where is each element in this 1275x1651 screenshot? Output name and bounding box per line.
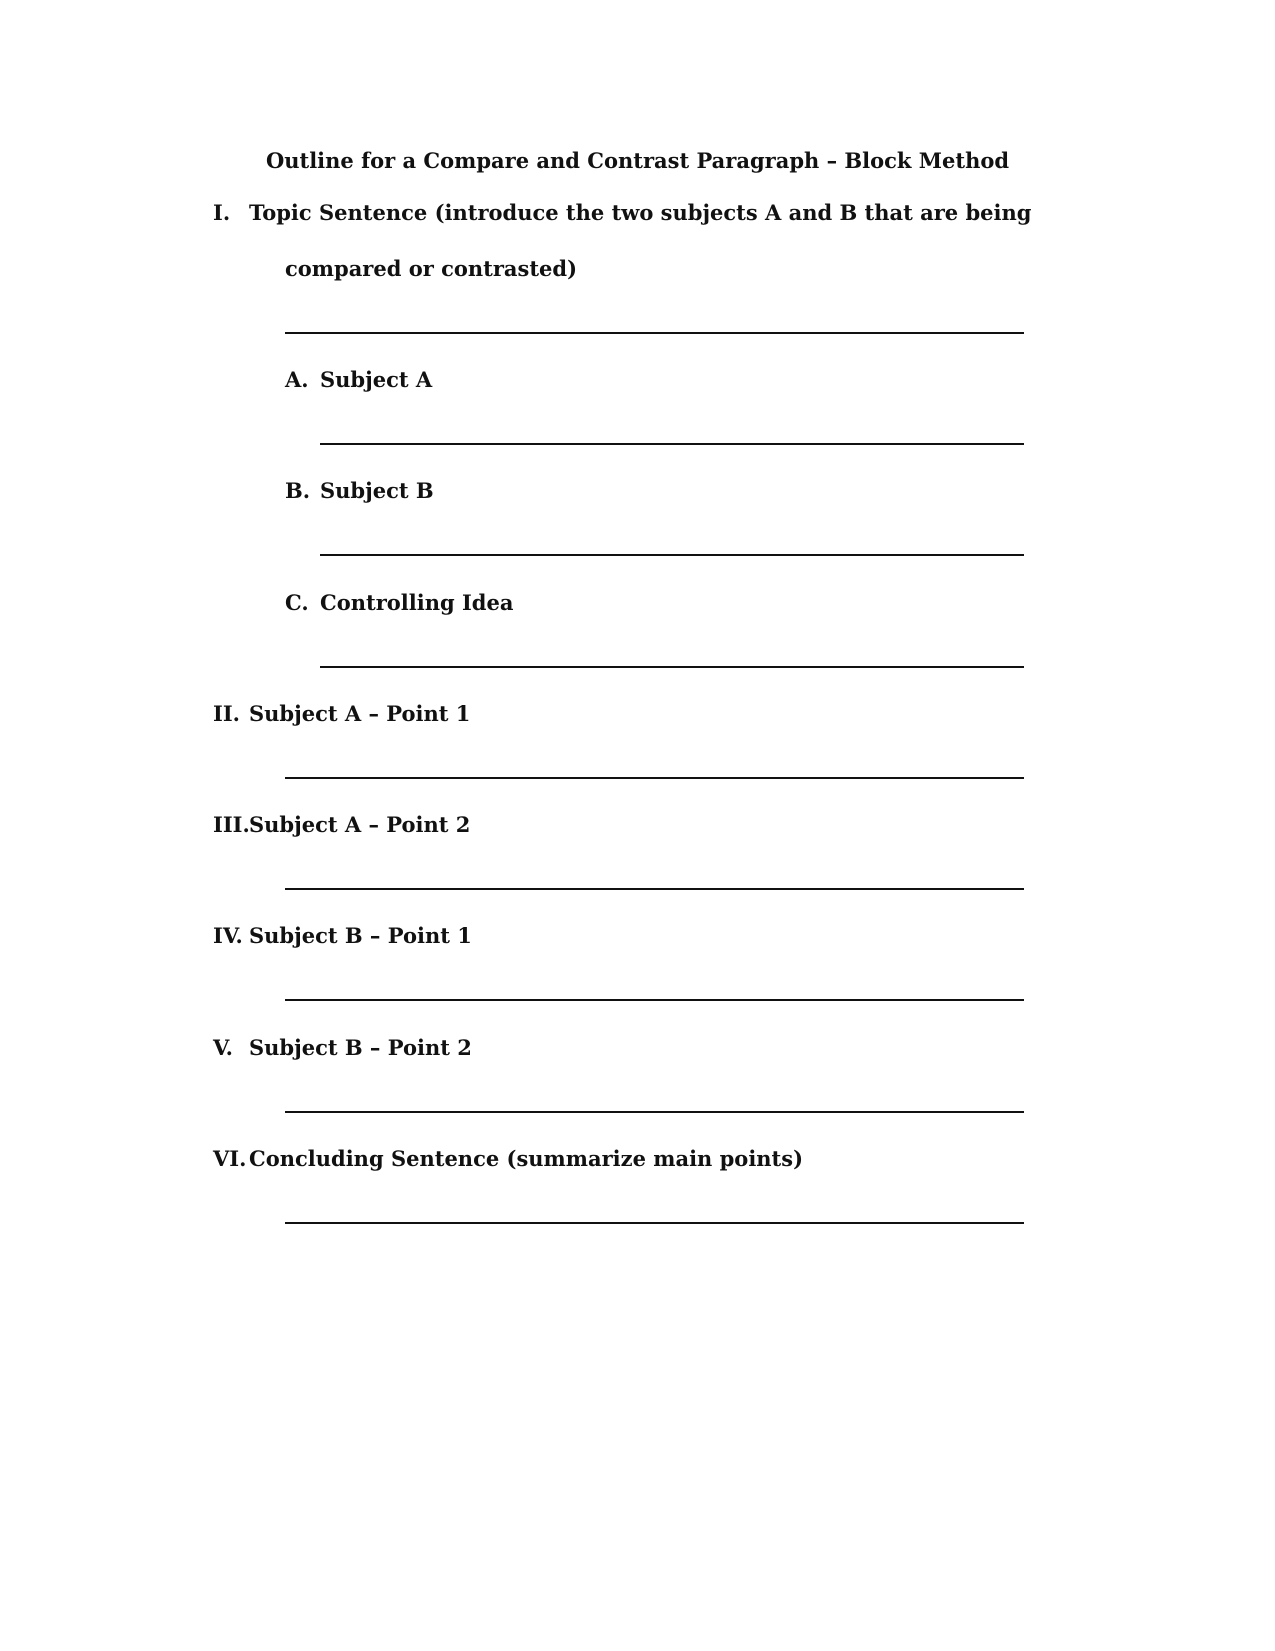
outline-subitem-label: Subject A: [320, 367, 433, 392]
outline-item-subject-b-point-1: [213, 923, 713, 949]
outline-subitem-label: Controlling Idea: [320, 590, 514, 615]
answer-line-subject-a-point-1[interactable]: [285, 777, 1024, 779]
outline-subitem-subject-b: [285, 478, 585, 504]
outline-item-label: Topic Sentence (introduce the two subjects A and B that are being: [249, 200, 1032, 225]
answer-line-subject-b-point-2[interactable]: [285, 1111, 1024, 1113]
outline-letter: A.: [285, 367, 309, 392]
outline-numeral: I.: [213, 200, 231, 225]
answer-line-subject-a-point-2[interactable]: [285, 888, 1024, 890]
outline-item-label: Subject A – Point 1: [249, 701, 471, 726]
outline-numeral: VI.: [213, 1146, 247, 1171]
outline-subitem-subject-a: [285, 367, 585, 393]
outline-numeral: II.: [213, 701, 240, 726]
answer-line-subject-b[interactable]: [320, 554, 1024, 556]
outline-letter: C.: [285, 590, 309, 615]
answer-line-subject-b-point-1[interactable]: [285, 999, 1024, 1001]
document-title: Outline for a Compare and Contrast Paragraph – Block Method: [265, 148, 1010, 173]
outline-item-continuation: compared or contrasted): [285, 256, 578, 281]
outline-item-subject-a-point-2: [213, 812, 713, 838]
answer-line-topic-sentence[interactable]: [285, 332, 1024, 334]
answer-line-subject-a[interactable]: [320, 443, 1024, 445]
outline-item-label: Concluding Sentence (summarize main points): [249, 1146, 804, 1171]
answer-line-concluding-sentence[interactable]: [285, 1222, 1024, 1224]
outline-numeral: IV.: [213, 923, 243, 948]
outline-item-label: Subject B – Point 2: [249, 1035, 472, 1060]
outline-subitem-controlling-idea: [285, 590, 585, 616]
answer-line-controlling-idea[interactable]: [320, 666, 1024, 668]
outline-item-topic-sentence: [213, 200, 1032, 226]
outline-item-label: Subject A – Point 2: [249, 812, 471, 837]
outline-item-label: Subject B – Point 1: [249, 923, 472, 948]
outline-numeral: III.: [213, 812, 250, 837]
outline-item-subject-a-point-1: [213, 701, 713, 727]
outline-letter: B.: [285, 478, 311, 503]
outline-item-subject-b-point-2: [213, 1035, 713, 1061]
outline-subitem-label: Subject B: [320, 478, 434, 503]
outline-numeral: V.: [213, 1035, 233, 1060]
outline-item-concluding-sentence: [213, 1146, 1013, 1172]
